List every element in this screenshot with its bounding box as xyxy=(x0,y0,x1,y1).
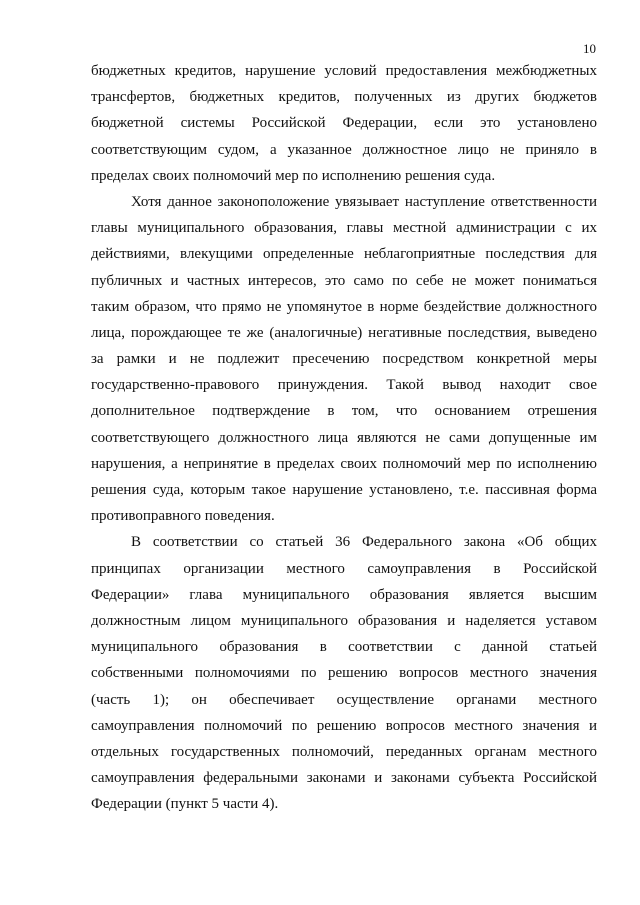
text-line: публичных и частных интересов, это само по себе не может пониматься xyxy=(91,272,597,289)
text-line: Федерации (пункт 5 части 4). xyxy=(91,796,279,813)
text-line: пределах своих полномочий мер по исполнению решения суда. xyxy=(91,167,496,184)
text-line: нарушения, а непринятие в пределах своих полномочий мер по исполнению xyxy=(91,455,597,472)
text-line: государственно-правового принуждения. Такой вывод находит свое xyxy=(91,377,597,394)
text-line: соответствующего должностного лица являются не сами допущенные им xyxy=(91,429,597,446)
document-body xyxy=(91,58,597,817)
text-line: за рамки и не подлежит пресечению посредством конкретной меры xyxy=(91,351,597,368)
text-line: противоправного поведения. xyxy=(91,508,275,525)
text-line: самоуправления полномочий по решению вопросов местного значения и xyxy=(91,717,597,734)
text-line: соответствующим судом, а указанное должностное лицо не приняло в xyxy=(91,141,597,158)
text-line: бюджетной системы Российской Федерации, если это установлено xyxy=(91,115,597,132)
text-line: муниципального образования в соответствии с данной статьей xyxy=(91,639,597,656)
text-line: лица, порождающее те же (аналогичные) негативные последствия, выведено xyxy=(91,324,597,341)
text-line: таким образом, что прямо не упомянутое в норме бездействие должностного xyxy=(91,298,597,315)
paragraph-2 xyxy=(91,189,597,529)
text-line: действиями, влекущими определенные неблагоприятные последствия для xyxy=(91,246,597,263)
text-line: должностным лицом муниципального образования и наделяется уставом xyxy=(91,612,597,629)
text-line: В соответствии со статьей 36 Федерального закона «Об общих xyxy=(131,534,597,551)
text-line: (часть 1); он обеспечивает осуществление органами местного xyxy=(91,691,597,708)
text-line: дополнительное подтверждение в том, что основанием отрешения xyxy=(91,403,597,420)
text-line: главы муниципального образования, главы местной администрации с их xyxy=(91,220,597,237)
text-line: принципах организации местного самоуправления в Российской xyxy=(91,560,597,577)
paragraph-1 xyxy=(91,58,597,189)
paragraph-3 xyxy=(91,529,597,817)
text-line: самоуправления федеральными законами и законами субъекта Российской xyxy=(91,770,597,787)
text-line: решения суда, которым такое нарушение установлено, т.е. пассивная форма xyxy=(91,482,597,499)
page-number: 10 xyxy=(583,41,596,56)
text-line: Федерации» глава муниципального образования является высшим xyxy=(91,586,597,603)
text-line: бюджетных кредитов, нарушение условий предоставления межбюджетных xyxy=(91,63,597,79)
text-line: трансфертов, бюджетных кредитов, полученных из других бюджетов xyxy=(91,89,597,106)
text-line: отдельных государственных полномочий, переданных органам местного xyxy=(91,743,597,760)
text-line: собственными полномочиями по решению вопросов местного значения xyxy=(91,665,597,682)
text-line: Хотя данное законоположение увязывает наступление ответственности xyxy=(131,193,597,210)
